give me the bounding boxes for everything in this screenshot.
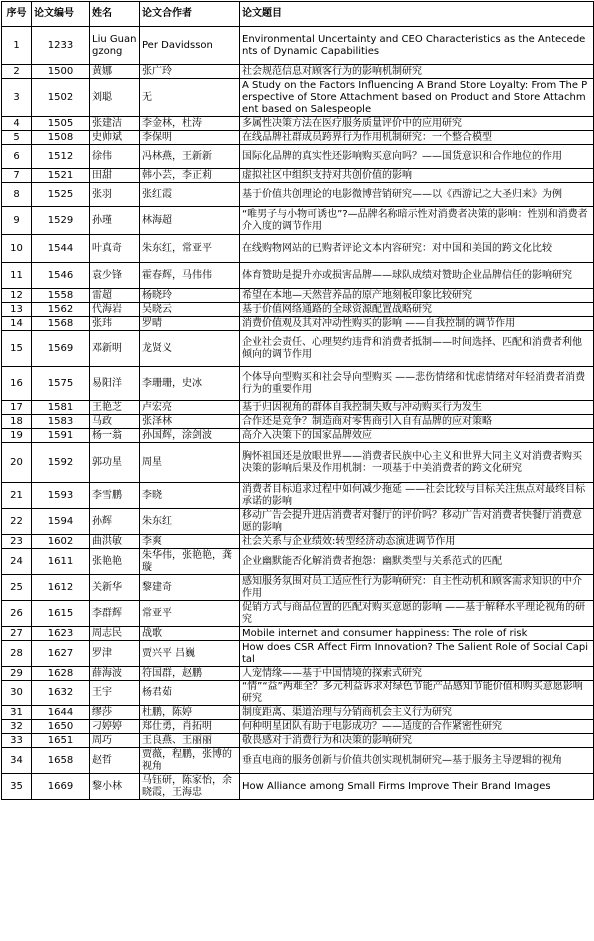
cell-title: 企业幽默能否化解消费者抱怨：幽默类型与关系范式的匹配 bbox=[240, 549, 594, 575]
cell-paper-id: 1569 bbox=[32, 331, 90, 367]
cell-title: 何种明星团队有助于电影成功？——适度的合作紧密性研究 bbox=[240, 720, 594, 734]
cell-title: 社会关系与企业绩效:转型经济动态演进调节作用 bbox=[240, 535, 594, 549]
table-row bbox=[2, 145, 594, 169]
cell-title: 多属性决策方法在医疗服务质量评价中的应用研究 bbox=[240, 117, 594, 131]
cell-paper-id: 1502 bbox=[32, 79, 90, 117]
table-row bbox=[2, 483, 594, 509]
header-title: 论文题目 bbox=[240, 2, 594, 27]
cell-title: 个体导向型购买和社会导向型购买 ——悲伤情绪和忧虑情绪对年轻消费者消费行为的重要作用 bbox=[240, 367, 594, 401]
table-row bbox=[2, 706, 594, 720]
cell-title: 国际化品牌的真实性还影响购买意向吗？——国货意识和合作地位的作用 bbox=[240, 145, 594, 169]
cell-title: A Study on the Factors Influencing A Brand Store Loyalty: From The Perspective of Store Attachment based on Product and Store Attachment based on Salespeople bbox=[240, 79, 594, 117]
table-row bbox=[2, 367, 594, 401]
cell-coauthors: 冯林燕，王新新 bbox=[140, 145, 240, 169]
cell-serial: 27 bbox=[2, 627, 32, 641]
cell-coauthors: 战歌 bbox=[140, 627, 240, 641]
table-row bbox=[2, 289, 594, 303]
cell-title: 制度距离、渠道治理与分销商机会主义行为研究 bbox=[240, 706, 594, 720]
cell-name: Liu Guangzong bbox=[90, 27, 140, 65]
cell-paper-id: 1512 bbox=[32, 145, 90, 169]
table-row bbox=[2, 235, 594, 263]
cell-paper-id: 1505 bbox=[32, 117, 90, 131]
cell-name: 袁少锋 bbox=[90, 263, 140, 289]
cell-title: 社会规范信息对顾客行为的影响机制研究 bbox=[240, 65, 594, 79]
table-row bbox=[2, 303, 594, 317]
table-row bbox=[2, 535, 594, 549]
cell-name: 李雪鹏 bbox=[90, 483, 140, 509]
cell-serial: 11 bbox=[2, 263, 32, 289]
cell-paper-id: 1233 bbox=[32, 27, 90, 65]
cell-serial: 13 bbox=[2, 303, 32, 317]
cell-paper-id: 1615 bbox=[32, 601, 90, 627]
cell-title: 基于价值共创理论的电影微博营销研究——以《西游记之大圣归来》为例 bbox=[240, 183, 594, 207]
cell-name: 易阳洋 bbox=[90, 367, 140, 401]
table-row bbox=[2, 27, 594, 65]
table-row bbox=[2, 509, 594, 535]
table-row bbox=[2, 681, 594, 706]
cell-coauthors: 霍春辉，马伟伟 bbox=[140, 263, 240, 289]
cell-name: 周志民 bbox=[90, 627, 140, 641]
cell-coauthors: Per Davidsson bbox=[140, 27, 240, 65]
cell-paper-id: 1591 bbox=[32, 429, 90, 443]
cell-coauthors: 张红霞 bbox=[140, 183, 240, 207]
cell-paper-id: 1568 bbox=[32, 317, 90, 331]
cell-paper-id: 1558 bbox=[32, 289, 90, 303]
cell-serial: 34 bbox=[2, 748, 32, 774]
cell-name: 张艳艳 bbox=[90, 549, 140, 575]
cell-name: 徐伟 bbox=[90, 145, 140, 169]
cell-title: 人宠情缘——基于中国情境的探索式研究 bbox=[240, 667, 594, 681]
cell-paper-id: 1612 bbox=[32, 575, 90, 601]
cell-paper-id: 1583 bbox=[32, 415, 90, 429]
table-row bbox=[2, 169, 594, 183]
cell-coauthors: 韩小芸，李正莉 bbox=[140, 169, 240, 183]
cell-title: 在线品牌社群成员跨界行为作用机制研究：一个整合模型 bbox=[240, 131, 594, 145]
cell-title: 垂直电商的服务创新与价值共创实现机制研究—基于服务主导逻辑的视角 bbox=[240, 748, 594, 774]
paper-table bbox=[1, 1, 594, 800]
cell-title: 基于价值网络通路的全球资源配置战略研究 bbox=[240, 303, 594, 317]
cell-paper-id: 1669 bbox=[32, 774, 90, 800]
cell-serial: 26 bbox=[2, 601, 32, 627]
cell-serial: 9 bbox=[2, 207, 32, 235]
cell-paper-id: 1594 bbox=[32, 509, 90, 535]
table-row bbox=[2, 331, 594, 367]
cell-serial: 32 bbox=[2, 720, 32, 734]
cell-title: How does CSR Affect Firm Innovation? The Salient Role of Social Capital bbox=[240, 641, 594, 667]
cell-coauthors: 贾兴平 吕巍 bbox=[140, 641, 240, 667]
cell-serial: 19 bbox=[2, 429, 32, 443]
cell-coauthors: 李保明 bbox=[140, 131, 240, 145]
cell-name: 孙辉 bbox=[90, 509, 140, 535]
cell-name: 叶真奇 bbox=[90, 235, 140, 263]
cell-coauthors: 黎建奇 bbox=[140, 575, 240, 601]
cell-title: 希望在本地—天然营养品的原产地刻板印象比较研究 bbox=[240, 289, 594, 303]
cell-serial: 3 bbox=[2, 79, 32, 117]
cell-coauthors: 罗晴 bbox=[140, 317, 240, 331]
header-coauthors: 论文合作者 bbox=[140, 2, 240, 27]
cell-paper-id: 1521 bbox=[32, 169, 90, 183]
cell-coauthors: 张广玲 bbox=[140, 65, 240, 79]
cell-name: 田甜 bbox=[90, 169, 140, 183]
table-row bbox=[2, 720, 594, 734]
cell-name: 雷超 bbox=[90, 289, 140, 303]
table-row bbox=[2, 65, 594, 79]
cell-coauthors: 朱东红 bbox=[140, 509, 240, 535]
cell-paper-id: 1525 bbox=[32, 183, 90, 207]
cell-coauthors: 李爽 bbox=[140, 535, 240, 549]
cell-name: 杨一翁 bbox=[90, 429, 140, 443]
table-row bbox=[2, 601, 594, 627]
cell-title: 基于归因视角的群体自我控制失败与冲动购买行为发生 bbox=[240, 401, 594, 415]
cell-title: 感知服务氛围对员工适应性行为影响研究：自主性动机和顾客需求知识的中介作用 bbox=[240, 575, 594, 601]
cell-paper-id: 1500 bbox=[32, 65, 90, 79]
header-paper-id: 论文编号 bbox=[32, 2, 90, 27]
cell-name: 张羽 bbox=[90, 183, 140, 207]
cell-name: 曲洪敏 bbox=[90, 535, 140, 549]
cell-coauthors: 符国群，赵鹏 bbox=[140, 667, 240, 681]
cell-name: 黎小林 bbox=[90, 774, 140, 800]
cell-name: 李群辉 bbox=[90, 601, 140, 627]
table-row bbox=[2, 117, 594, 131]
cell-coauthors: 常亚平 bbox=[140, 601, 240, 627]
cell-title: 胸怀祖国还是放眼世界——消费者民族中心主义和世界大同主义对消费者购买决策的影响后果及作用机制：一项基于中美消费者的跨文化研究 bbox=[240, 443, 594, 483]
cell-title: 合作还是竞争？制造商对零售商引入自有品牌的应对策略 bbox=[240, 415, 594, 429]
cell-serial: 22 bbox=[2, 509, 32, 535]
cell-name: 王宇 bbox=[90, 681, 140, 706]
cell-paper-id: 1650 bbox=[32, 720, 90, 734]
cell-serial: 20 bbox=[2, 443, 32, 483]
table-row bbox=[2, 401, 594, 415]
cell-paper-id: 1593 bbox=[32, 483, 90, 509]
cell-name: 张玮 bbox=[90, 317, 140, 331]
cell-paper-id: 1581 bbox=[32, 401, 90, 415]
cell-coauthors: 朱东红，常亚平 bbox=[140, 235, 240, 263]
cell-title: 企业社会责任、心理契约违背和消费者抵制——时间选择、匹配和消费者利他倾向的调节作用 bbox=[240, 331, 594, 367]
cell-coauthors: 朱华伟，张艳艳，龚璇 bbox=[140, 549, 240, 575]
cell-serial: 4 bbox=[2, 117, 32, 131]
cell-serial: 12 bbox=[2, 289, 32, 303]
cell-serial: 33 bbox=[2, 734, 32, 748]
cell-paper-id: 1623 bbox=[32, 627, 90, 641]
cell-serial: 2 bbox=[2, 65, 32, 79]
cell-paper-id: 1628 bbox=[32, 667, 90, 681]
cell-serial: 24 bbox=[2, 549, 32, 575]
cell-coauthors: 马钰研，陈家怡，余晓霞，王海忠 bbox=[140, 774, 240, 800]
cell-coauthors: 李金林，杜涛 bbox=[140, 117, 240, 131]
cell-name: 刁婷婷 bbox=[90, 720, 140, 734]
cell-paper-id: 1562 bbox=[32, 303, 90, 317]
cell-coauthors: 贾薇，程鹏，张博的视角 bbox=[140, 748, 240, 774]
cell-paper-id: 1644 bbox=[32, 706, 90, 720]
cell-serial: 18 bbox=[2, 415, 32, 429]
cell-name: 缪莎 bbox=[90, 706, 140, 720]
table-row bbox=[2, 748, 594, 774]
table-row bbox=[2, 549, 594, 575]
cell-coauthors: 龙贤义 bbox=[140, 331, 240, 367]
cell-serial: 31 bbox=[2, 706, 32, 720]
cell-serial: 28 bbox=[2, 641, 32, 667]
cell-name: 周巧 bbox=[90, 734, 140, 748]
table-row bbox=[2, 415, 594, 429]
cell-name: 代海岩 bbox=[90, 303, 140, 317]
cell-serial: 16 bbox=[2, 367, 32, 401]
cell-title: How Alliance among Small Firms Improve Their Brand Images bbox=[240, 774, 594, 800]
cell-coauthors: 周星 bbox=[140, 443, 240, 483]
cell-name: 郭功星 bbox=[90, 443, 140, 483]
cell-coauthors: 李珊珊，史冰 bbox=[140, 367, 240, 401]
cell-paper-id: 1575 bbox=[32, 367, 90, 401]
cell-serial: 35 bbox=[2, 774, 32, 800]
cell-title: 敬畏感对于消费行为和决策的影响研究 bbox=[240, 734, 594, 748]
cell-coauthors: 张泽林 bbox=[140, 415, 240, 429]
cell-name: 刘聪 bbox=[90, 79, 140, 117]
cell-title: 高介入决策下的国家品牌效应 bbox=[240, 429, 594, 443]
cell-serial: 1 bbox=[2, 27, 32, 65]
cell-title: 虚拟社区中组织支持对共创价值的影响 bbox=[240, 169, 594, 183]
cell-serial: 6 bbox=[2, 145, 32, 169]
cell-serial: 10 bbox=[2, 235, 32, 263]
table-row bbox=[2, 667, 594, 681]
cell-name: 关新华 bbox=[90, 575, 140, 601]
table-row bbox=[2, 79, 594, 117]
table-row bbox=[2, 627, 594, 641]
cell-name: 罗津 bbox=[90, 641, 140, 667]
cell-title: “情”“益”两难全？多元利益诉求对绿色节能产品感知节能价值和购买意愿影响研究 bbox=[240, 681, 594, 706]
table-row bbox=[2, 317, 594, 331]
cell-paper-id: 1651 bbox=[32, 734, 90, 748]
cell-coauthors: 李晓 bbox=[140, 483, 240, 509]
table-body bbox=[2, 27, 594, 800]
cell-name: 王艳芝 bbox=[90, 401, 140, 415]
table-row bbox=[2, 183, 594, 207]
cell-coauthors: 杨君茹 bbox=[140, 681, 240, 706]
cell-name: 张建洁 bbox=[90, 117, 140, 131]
cell-name: 黄娜 bbox=[90, 65, 140, 79]
cell-name: 赵哲 bbox=[90, 748, 140, 774]
table-row bbox=[2, 207, 594, 235]
cell-title: Mobile internet and consumer happiness: The role of risk bbox=[240, 627, 594, 641]
cell-paper-id: 1658 bbox=[32, 748, 90, 774]
cell-name: 史帅斌 bbox=[90, 131, 140, 145]
table-row bbox=[2, 443, 594, 483]
cell-title: 体育赞助是提升亦或损害品牌——球队成绩对赞助企业品牌信任的影响研究 bbox=[240, 263, 594, 289]
cell-paper-id: 1544 bbox=[32, 235, 90, 263]
table-header-row bbox=[2, 2, 594, 27]
cell-paper-id: 1611 bbox=[32, 549, 90, 575]
cell-paper-id: 1632 bbox=[32, 681, 90, 706]
cell-serial: 21 bbox=[2, 483, 32, 509]
cell-name: 孙瑾 bbox=[90, 207, 140, 235]
cell-title: 消费价值观及其对冲动性购买的影响 ——自我控制的调节作用 bbox=[240, 317, 594, 331]
cell-serial: 5 bbox=[2, 131, 32, 145]
cell-paper-id: 1546 bbox=[32, 263, 90, 289]
cell-serial: 25 bbox=[2, 575, 32, 601]
table-row bbox=[2, 263, 594, 289]
cell-title: Environmental Uncertainty and CEO Characteristics as the Antecedents of Dynamic Capabilities bbox=[240, 27, 594, 65]
cell-coauthors: 吴晓云 bbox=[140, 303, 240, 317]
cell-serial: 14 bbox=[2, 317, 32, 331]
cell-serial: 15 bbox=[2, 331, 32, 367]
cell-serial: 23 bbox=[2, 535, 32, 549]
cell-coauthors: 孙国辉，涂剑波 bbox=[140, 429, 240, 443]
cell-name: 马政 bbox=[90, 415, 140, 429]
cell-title: 在线购物网站的已购者评论文本内容研究：对中国和美国的跨文化比较 bbox=[240, 235, 594, 263]
cell-paper-id: 1627 bbox=[32, 641, 90, 667]
cell-paper-id: 1508 bbox=[32, 131, 90, 145]
table-row bbox=[2, 429, 594, 443]
cell-coauthors: 无 bbox=[140, 79, 240, 117]
table-row bbox=[2, 641, 594, 667]
cell-coauthors: 王良燕、王丽丽 bbox=[140, 734, 240, 748]
cell-serial: 30 bbox=[2, 681, 32, 706]
cell-coauthors: 林海超 bbox=[140, 207, 240, 235]
header-name: 姓名 bbox=[90, 2, 140, 27]
cell-coauthors: 杨晓玲 bbox=[140, 289, 240, 303]
cell-title: “唯男子与小物可诱也”?—品牌名称暗示性对消费者决策的影响：性别和消费者介入度的调节作用 bbox=[240, 207, 594, 235]
cell-name: 薛海波 bbox=[90, 667, 140, 681]
cell-coauthors: 卢宏亮 bbox=[140, 401, 240, 415]
cell-title: 消费者目标追求过程中如何减少拖延 ——社会比较与目标关注焦点对最终目标承诺的影响 bbox=[240, 483, 594, 509]
cell-paper-id: 1529 bbox=[32, 207, 90, 235]
cell-coauthors: 郑仕勇，肖拓明 bbox=[140, 720, 240, 734]
cell-paper-id: 1592 bbox=[32, 443, 90, 483]
table-row bbox=[2, 734, 594, 748]
cell-serial: 8 bbox=[2, 183, 32, 207]
cell-title: 移动广告会提升进店消费者对餐厅的评价吗？移动广告对消费者快餐厅消费意愿的影响 bbox=[240, 509, 594, 535]
table-row bbox=[2, 131, 594, 145]
cell-serial: 29 bbox=[2, 667, 32, 681]
cell-name: 邓新明 bbox=[90, 331, 140, 367]
cell-paper-id: 1602 bbox=[32, 535, 90, 549]
cell-title: 促销方式与商品位置的匹配对购买意愿的影响 ——基于解释水平理论视角的研究 bbox=[240, 601, 594, 627]
header-serial: 序号 bbox=[2, 2, 32, 27]
table-row bbox=[2, 774, 594, 800]
cell-coauthors: 杜鹏，陈婷 bbox=[140, 706, 240, 720]
table-row bbox=[2, 575, 594, 601]
cell-serial: 17 bbox=[2, 401, 32, 415]
cell-serial: 7 bbox=[2, 169, 32, 183]
